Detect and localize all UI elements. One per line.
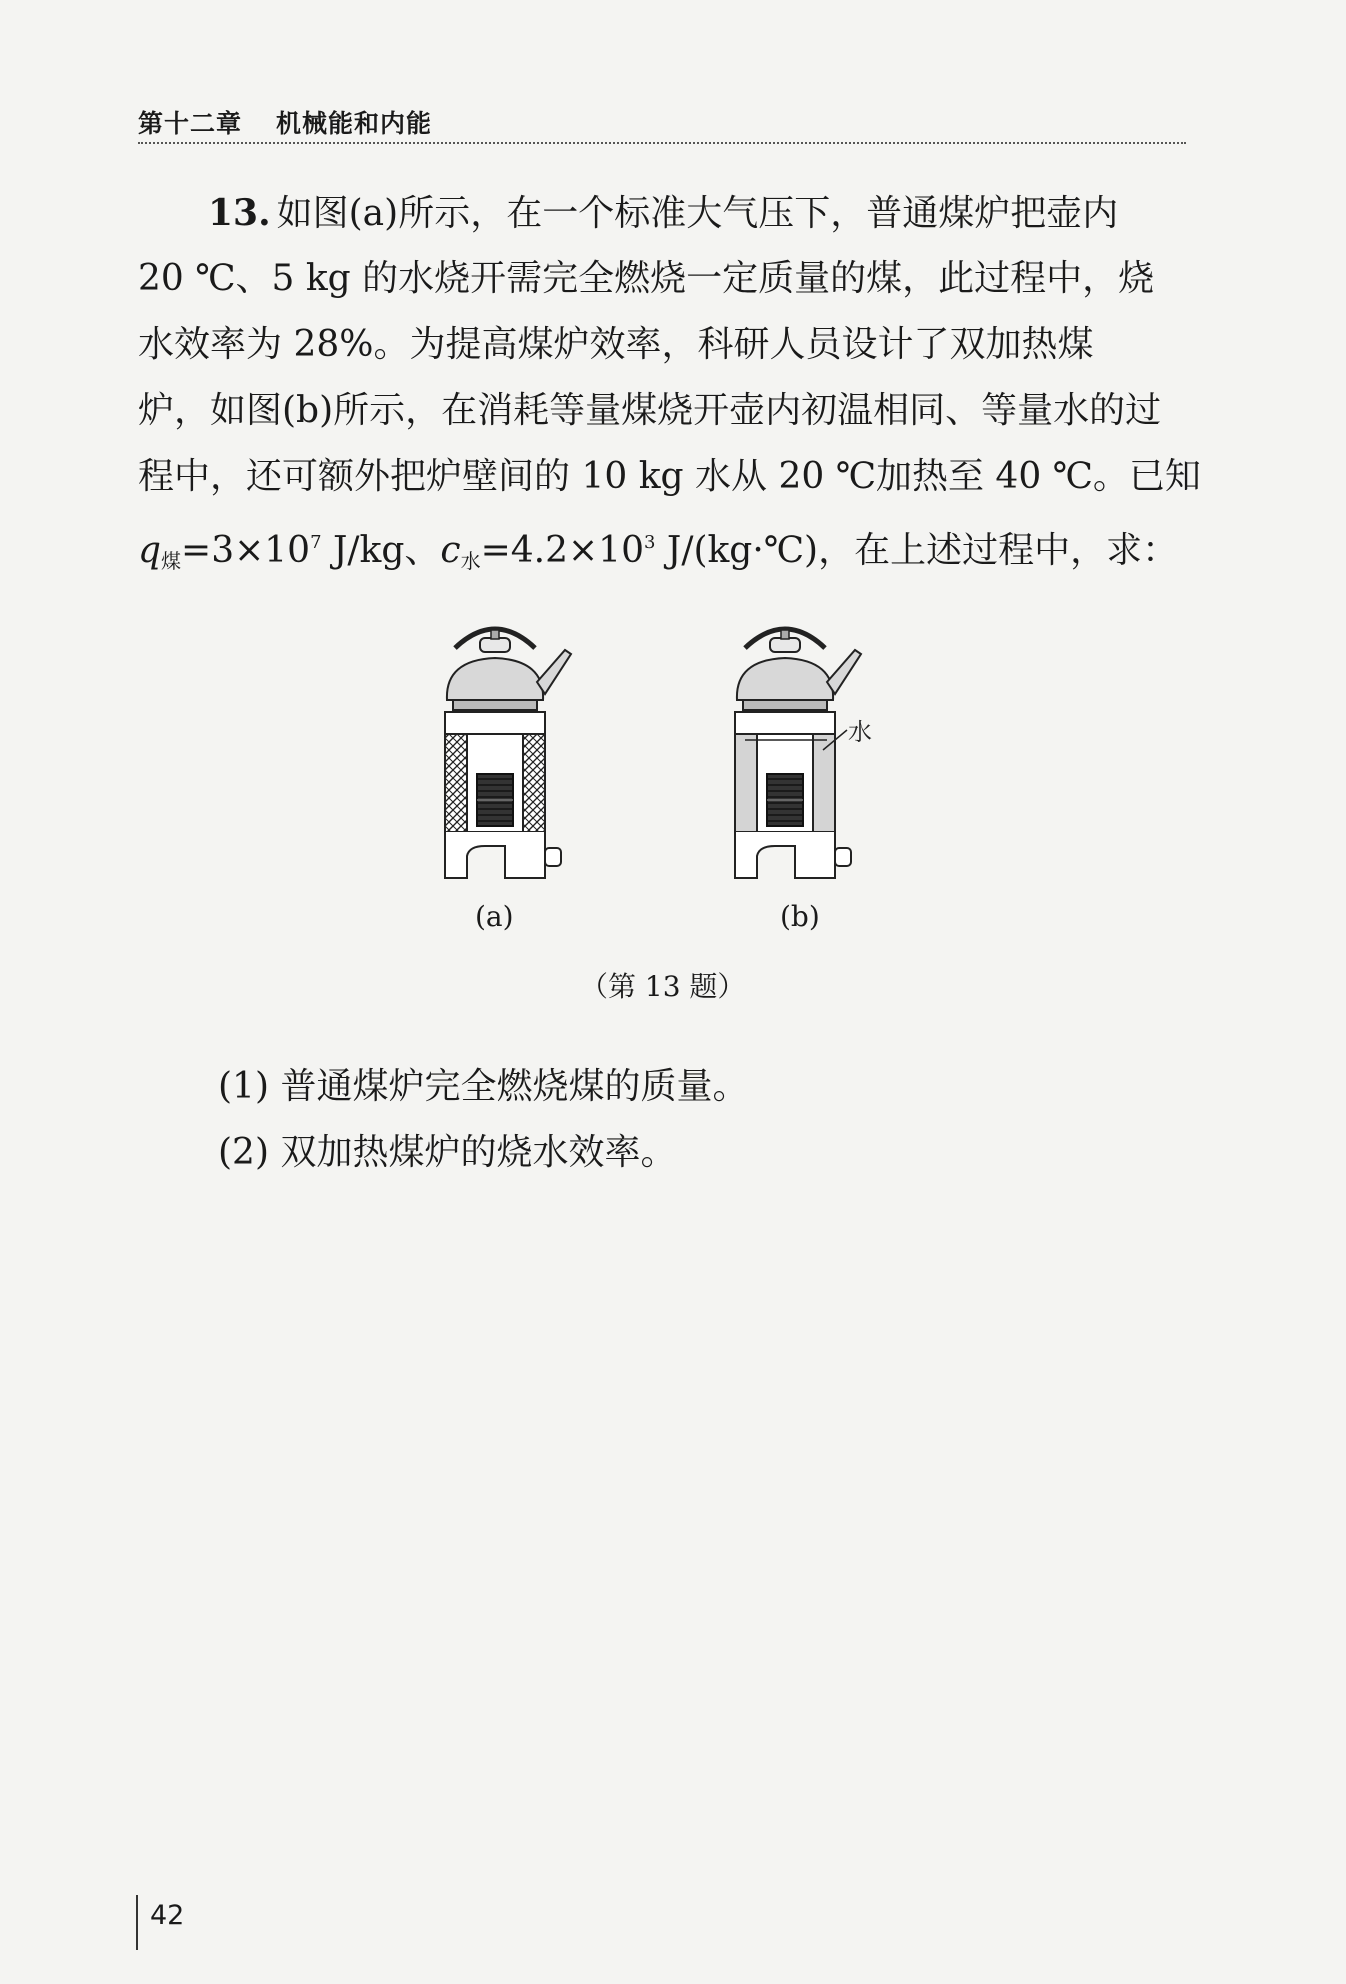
stove-b-drawing bbox=[735, 629, 872, 878]
q-exponent: 7 bbox=[310, 532, 322, 553]
problem-line-2: 20 ℃、5 kg 的水烧开需完全燃烧一定质量的煤，此过程中，烧 bbox=[138, 258, 1155, 299]
q-value: =3×10 bbox=[181, 530, 311, 571]
chapter-title: 机械能和内能 bbox=[276, 109, 433, 138]
problem-13 bbox=[138, 180, 1201, 576]
c-symbol: c bbox=[440, 530, 461, 571]
sub-question-1: (1) 普通煤炉完全燃烧煤的质量。 bbox=[218, 1066, 749, 1107]
water-label: 水 bbox=[848, 718, 872, 746]
header-divider bbox=[138, 142, 1186, 144]
problem-line-3: 水效率为 28%。为提高煤炉效率，科研人员设计了双加热煤 bbox=[138, 324, 1094, 365]
problem-text-1: 如图(a)所示，在一个标准大气压下，普通煤炉把壶内 bbox=[276, 193, 1119, 234]
c-exponent: 3 bbox=[643, 532, 656, 553]
stove-a-drawing bbox=[445, 629, 571, 878]
problem-line-5: 程中，还可额外把炉壁间的 10 kg 水从 20 ℃加热至 40 ℃。已知 bbox=[138, 456, 1201, 497]
q-symbol: q bbox=[138, 530, 162, 571]
problem-number: 13. bbox=[208, 192, 271, 234]
problem-line-6 bbox=[138, 510, 1190, 576]
problem-line-4: 炉，如图(b)所示，在消耗等量煤烧开壶内初温相同、等量水的过 bbox=[138, 390, 1162, 431]
q-subscript: 煤 bbox=[161, 549, 182, 573]
c-unit: J/(kg·℃)，在上述过程中，求： bbox=[655, 530, 1179, 571]
chapter-header bbox=[138, 104, 432, 140]
chapter-number: 第十二章 bbox=[138, 109, 243, 138]
stove-figure bbox=[425, 590, 925, 880]
figure-caption: （第 13 题） bbox=[580, 970, 746, 1003]
figure-label-a: (a) bbox=[475, 900, 514, 933]
sub-question-2: (2) 双加热煤炉的烧水效率。 bbox=[218, 1132, 677, 1173]
c-value: =4.2×10 bbox=[480, 530, 644, 571]
c-subscript: 水 bbox=[460, 549, 481, 573]
q-unit: J/kg、 bbox=[321, 530, 441, 571]
figure-label-b: (b) bbox=[780, 900, 820, 933]
page-number: 42 bbox=[150, 1900, 185, 1931]
page-number-bar bbox=[136, 1895, 138, 1950]
problem-line-1 bbox=[138, 180, 1190, 246]
